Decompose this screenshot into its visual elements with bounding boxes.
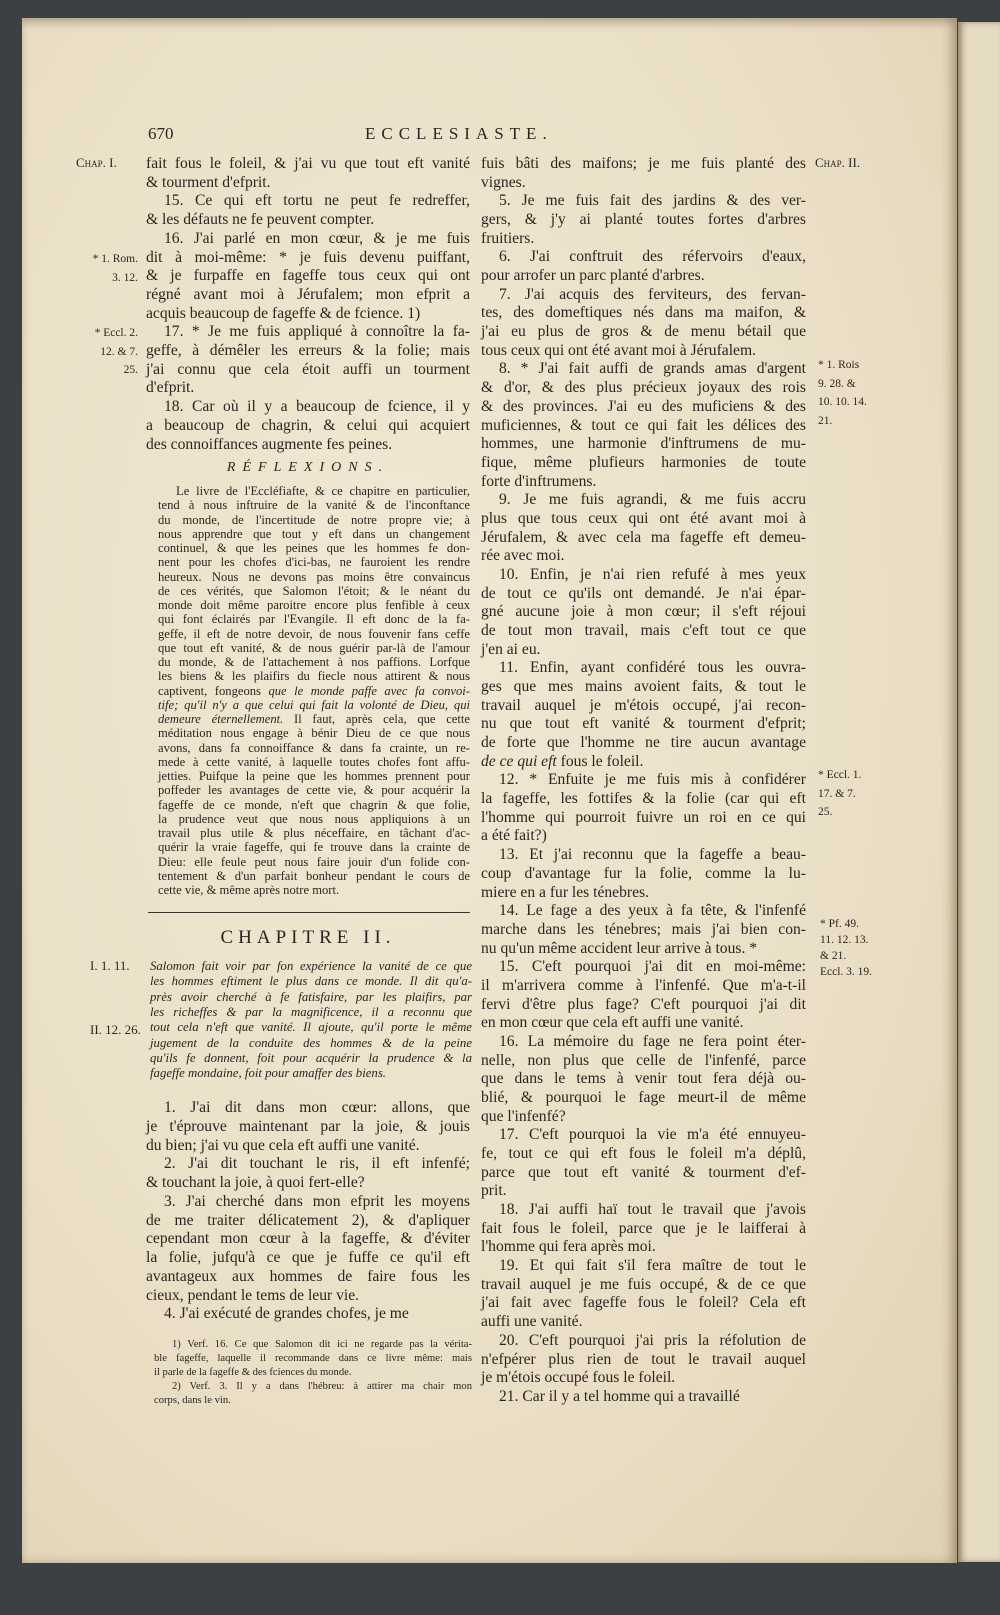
text-line: 15. C'eft pourquoi j'ai dit en moi-même:: [499, 958, 806, 976]
text-line: 9. Je me fuis agrandi, & me fuis accru: [499, 491, 806, 509]
text-line: de me traiter délicatement 2), & d'apliquer: [146, 1211, 470, 1229]
text-line: 17. C'eft pourquoi la vie m'a été ennuyeu-: [499, 1126, 806, 1144]
text-line: la folie, jufqu'à ce que je fuffe ce qu'il eft: [146, 1249, 470, 1266]
text-line: rée avec moi.: [481, 547, 565, 565]
text-line: miere en a fur les ténebres.: [481, 883, 649, 901]
text-line: tout cela n'eft que vanité. Il ajoute, qu'il porte le même: [150, 1020, 472, 1035]
text-line: de tout mon travail, mais c'eft tout ce que: [481, 622, 806, 639]
margin-note-line: 9. 28. &: [818, 377, 856, 390]
text-segment: captivent, fongeons: [158, 683, 269, 698]
text-line: 8. * J'ai fait auffi de grands amas d'argent: [499, 360, 806, 378]
text-line: fe, tout ce qui eft fous le foleil m'a déplû,: [481, 1145, 806, 1163]
text-line: que l'infenfé?: [481, 1107, 566, 1125]
margin-note-line: * Eccl. 2.: [94, 327, 138, 339]
text-line: parce que tout eft vanité & tourment d'ef-: [481, 1163, 806, 1181]
text-line: cependant mon cœur à la fageffe, & d'éviter: [146, 1230, 470, 1248]
text-line: du monde, de l'incertitude de notre propre vie; à: [158, 512, 470, 527]
text-line: monde doit même paroitre encore plus fenfible à ceux: [158, 598, 470, 612]
margin-ref-eccl-right: [818, 766, 861, 822]
text-line: travail plus utile & plus néceffaire, en tâchant d'ac-: [158, 826, 470, 840]
text-line: 3. J'ai cherché dans mon efprit les moyens: [164, 1192, 470, 1210]
margin-chapter-label: [76, 154, 117, 174]
running-title: ECCLESIASTE.: [365, 124, 553, 143]
text-line: gers, & j'y ai planté toutes fortes d'arbres: [481, 211, 806, 229]
text-line: méditation nous engage à bénir Dieu de ce que nous: [158, 726, 470, 741]
chapter-label: Chap. II.: [815, 155, 861, 170]
text-line: cieux, pendant le tems de leur vie.: [146, 1286, 360, 1304]
text-line: muficiennes, & tout ce qui fait les délices des: [481, 416, 806, 434]
text-line: forte d'inftrumens.: [481, 472, 597, 490]
text-line: cette vie, & même après notre mort.: [158, 883, 340, 897]
text-line: & je furpaffe en fageffe tous ceux qui ont: [146, 267, 470, 285]
text-line: 21. Car il y a tel homme qui a travaillé: [499, 1387, 740, 1405]
text-line: Dieu: elle feule peut nous faire jouir d'un folide con-: [158, 854, 470, 869]
text-line: n'efpérer plus rien de tout le travail auquel: [481, 1350, 806, 1368]
text-line: d'efprit.: [146, 379, 195, 397]
margin-ref-ps: [820, 916, 872, 980]
text-line: avantageux aux hommes de faire fous les: [146, 1267, 470, 1285]
text-line: que dans le tems à venir tout fera déjà ou-: [481, 1070, 806, 1088]
text-line: 6. J'ai conftruit des réfervoirs d'eaux,: [499, 248, 806, 266]
summary-ref-2: II. 12. 26.: [90, 1022, 141, 1037]
text-line: de tout ce qu'ils ont demandé. Je n'ai épar-: [481, 584, 806, 602]
text-line: [158, 684, 470, 699]
text-line: j'en ai eu.: [481, 640, 541, 658]
text-line: 18. J'ai auffi haï tout le travail que j'avois: [499, 1201, 806, 1219]
text-line: [158, 698, 470, 713]
text-line: dit à moi-même: * je fuis devenu puiffant,: [146, 248, 470, 266]
text-line: & d'or, & des plus précieux joyaux des rois: [481, 379, 806, 397]
margin-note-line: 3. 12.: [112, 271, 138, 284]
text-line: fique, même plufieurs harmonies de toute: [481, 453, 806, 471]
margin-note-line: * Pf. 49.: [820, 918, 859, 930]
text-line: qu'ils fe donnent, foit pour acquérir la prudence & la: [150, 1050, 472, 1065]
text-line: marche dans les ténebres; mais j'ai bien con-: [481, 920, 806, 938]
text-line: Le livre de l'Eccléfiafte, & ce chapitre en particulier,: [176, 484, 470, 498]
margin-note-line: 10. 10. 14.: [818, 396, 867, 409]
text-line: quérir la vraie fageffe, qui fe trouve dans la crainte de: [158, 840, 470, 855]
text-line: tentement & d'un parfait bonheur pendant le cours de: [158, 868, 470, 883]
text-line: qui font éclairés par l'Evangile. Il eft donc de la fa-: [158, 612, 470, 627]
text-line: geffe, il eft de notre devoir, de nous fouvenir fans ceffe: [158, 626, 470, 641]
text-line: je t'éprouve maintenant par la joie, & jouis: [146, 1117, 470, 1135]
text-line: de ces vérités, que Salomon l'étoit; & le néant du: [158, 583, 470, 598]
text-line: & tourment d'efprit.: [146, 173, 271, 191]
text-segment: que le monde paffe avec fa convoi-: [268, 683, 471, 698]
text-line: jetties. Puifque la peine que les hommes prennent pour: [158, 769, 470, 783]
text-line: fervi d'être plus fage? C'eft pourquoi j'ai dit: [481, 995, 806, 1013]
text-line: 16. J'ai parlé en mon cœur, & je me fuis: [164, 229, 470, 247]
chapter-title: CHAPITRE II.: [220, 927, 396, 948]
text-line: nelle, non plus que celle de l'infenfé, parce: [481, 1051, 806, 1069]
text-line: prit.: [481, 1182, 507, 1200]
text-line: j'ai connu que cela étoit auffi un tourment: [146, 360, 470, 378]
text-line: nent pour les chofes d'ici-bas, ne fauroient les rendre: [158, 555, 470, 570]
text-line: hommes, une harmonie d'inftrumens de mu-: [481, 435, 806, 453]
text-segment: tife; qu'il n'y a que celui qui fait la volonté de Dieu, qui: [158, 697, 470, 712]
text-line: 1) Verf. 16. Ce que Salomon dit ici ne regarde pas la vérita-: [172, 1339, 472, 1350]
text-line: du monde, & de l'attachement à nos paffions. Lorfque: [158, 655, 470, 669]
text-line: nu que tout eft vanité & tourment d'efprit;: [481, 715, 806, 733]
text-line: 10. Enfin, je n'ai rien refufé à mes yeux: [499, 565, 806, 583]
margin-note-line: 25.: [818, 806, 833, 819]
margin-note-line: Eccl. 3. 19.: [820, 966, 873, 978]
text-line: avons, dans fa connoiffance & dans fa crainte, un re-: [158, 740, 470, 755]
text-segment: demeure éternellement.: [158, 712, 284, 726]
text-line: Jérufalem, & avec cela ma fageffe eft demeu-: [481, 528, 806, 546]
text-line: & touchant la joie, à quoi fert-elle?: [146, 1174, 365, 1191]
text-line: gné aucune joie à mon cœur; il s'eft réjoui: [481, 603, 806, 621]
text-line: travail auquel je m'étois occupé, j'ai recon-: [481, 696, 806, 714]
text-line: poffeder les avantages de cette vie, & pour acquérir la: [158, 783, 470, 798]
text-line: près avoir cherché à fe fatisfaire, par les plaifirs, par: [150, 989, 472, 1004]
margin-note-line: 21.: [818, 415, 833, 428]
text-line: a beaucoup de chagrin, & celui qui acquiert: [146, 416, 470, 434]
text-line: des connoiffances augmente fes peines.: [146, 435, 393, 453]
text-line: blié, & pourquoi le fage meurt-il de même: [481, 1089, 806, 1106]
text-line: la fageffe, les fottifes & la folie (car qui eft: [481, 790, 806, 808]
text-line: je m'étois occupé fous le foleil.: [481, 1369, 676, 1387]
text-line: [481, 752, 806, 771]
text-line: & des provinces. J'ai eu des muficiens & des: [481, 397, 806, 415]
text-line: tous ceux qui ont été avant moi à Jérufalem.: [481, 341, 756, 359]
page-number: 670: [148, 124, 174, 143]
text-line: les richeffes & par la magnificence, il a reconnu que: [150, 1004, 472, 1019]
text-segment: de ce qui eft: [481, 752, 557, 770]
text-line: tend à nous inftruire de la vanité & de l'inconftance: [158, 498, 470, 513]
text-line: 2) Verf. 3. Il y a dans l'hébreu: à attirer ma chair mon: [172, 1381, 472, 1392]
text-line: mede à cette vanité, à laquelle toutes chofes font affu-: [158, 754, 470, 769]
text-line: [158, 712, 470, 727]
text-line: 1. J'ai dit dans mon cœur: allons, que: [164, 1099, 470, 1116]
text-line: continuel, & que les peines que les hommes fe don-: [158, 541, 470, 555]
chapter-label: Chap. I.: [76, 155, 117, 170]
text-line: 20. C'eft pourquoi j'ai pris la réfolution de: [499, 1331, 806, 1349]
text-line: l'homme qui pourroit fuivre un roi en ce qui: [481, 808, 806, 826]
margin-note-line: 12. & 7.: [100, 345, 138, 358]
text-segment: fous le foleil.: [556, 752, 644, 770]
text-line: 17. * Je me fuis appliqué à connoître la fa-: [164, 323, 470, 341]
margin-note-line: 11. 12. 13.: [820, 934, 869, 946]
text-line: fageffe mondaine, foit pour amaffer des biens.: [150, 1066, 387, 1081]
text-line: les biens & les plaifirs du fiecle nous attirent & nous: [158, 669, 470, 684]
text-line: fruitiers.: [481, 229, 535, 247]
text-line: acquis beaucoup de fageffe & de fcience. 1): [146, 304, 421, 322]
text-line: 12. * Enfuite je me fuis mis à confidérer: [499, 771, 806, 789]
text-line: tes, des domeftiques nés dans ma maifon, &: [481, 304, 806, 322]
text-line: 7. J'ai acquis des ferviteurs, des fervan-: [499, 285, 806, 303]
text-line: auffi une vanité.: [481, 1313, 583, 1331]
text-line: plus que tous ceux qui ont été avant moi à: [481, 509, 806, 527]
text-line: jugement de la conduite des hommes & de la peine: [150, 1035, 472, 1050]
margin-note-line: * 1. Rom.: [92, 253, 138, 265]
margin-note-line: 17. & 7.: [818, 787, 856, 800]
text-line: nu qu'un même accident leur arrive à tous. *: [481, 939, 758, 957]
summary-ref-1: I. 1. 11.: [90, 958, 130, 973]
text-line: 11. Enfin, ayant confidéré tous les ouvra-: [499, 659, 806, 677]
text-line: coup d'avantage fur la folie, comme la lu-: [481, 864, 806, 882]
text-line: de forte que l'homme ne tire aucun avantage: [481, 734, 806, 752]
text-line: du bien; j'ai vu que cela eft auffi une vanité.: [146, 1136, 420, 1154]
text-line: & les défauts ne fe peuvent compter.: [146, 211, 375, 229]
text-line: 2. J'ai dit touchant le ris, il eft infenfé;: [164, 1155, 470, 1173]
text-line: fait fous le foleil, & j'ai vu que tout eft vanité: [146, 155, 470, 172]
text-line: l'homme qui fera après moi.: [481, 1238, 656, 1256]
margin-chapter-label-right: [815, 154, 860, 174]
divider-rule: [148, 912, 470, 913]
text-line: nous apprendre que tout y eft dans un changement: [158, 526, 470, 541]
text-line: la prudence veut que nous nous appliquions à un: [158, 811, 470, 826]
text-line: heureux. Nous ne devons pas moins être convaincus: [158, 569, 470, 584]
text-line: fait fous le foleil, parce que je le laifferai à: [481, 1219, 806, 1237]
text-line: corps, dans le vin.: [154, 1395, 231, 1406]
text-segment: Il faut, après cela, que cette: [283, 712, 470, 726]
text-line: a été fait?): [481, 827, 547, 845]
text-line: 5. Je me fuis fait des jardins & des ver-: [499, 192, 806, 210]
text-line: il m'arrivera comme à l'infenfé. Que m'a-t-il: [481, 976, 806, 994]
text-line: vignes.: [481, 173, 526, 191]
next-page-edge: [958, 22, 1000, 1562]
text-line: fageffe de ce monde, n'eft que chagrin & que folie,: [158, 797, 470, 812]
text-line: travail auquel je me fuis occupé, & de ce que: [481, 1275, 806, 1293]
text-line: 4. J'ai exécuté de grandes chofes, je me: [164, 1305, 409, 1323]
margin-note-line: & 21.: [820, 950, 847, 962]
margin-ref-eccl: [76, 324, 138, 380]
text-line: ble fageffe, laquelle il recommande dans ce livre même: mais: [154, 1353, 472, 1364]
text-line: pour arrofer un parc planté d'arbres.: [481, 267, 705, 285]
text-line: 16. La mémoire du fage ne fera point éter-: [499, 1032, 806, 1050]
text-line: il parle de la fageffe & des fciences du monde.: [154, 1367, 352, 1378]
margin-ref-rois: [818, 356, 867, 431]
margin-note-line: * 1. Rois: [818, 359, 860, 371]
text-line: Salomon fait voir par fon expérience la vanité de ce que: [150, 959, 472, 973]
text-line: fuis bâti des maifons; je me fuis planté des: [481, 155, 806, 172]
text-line: 14. Le fage a des yeux à fa tête, & l'infenfé: [499, 902, 806, 920]
reflexions-heading: RÉFLEXIONS.: [226, 460, 390, 475]
margin-ref-rom: [76, 250, 138, 287]
text-line: ges que mes mains avoient faits, & tout le: [481, 678, 806, 696]
margin-note-line: * Eccl. 1.: [818, 769, 862, 781]
text-line: geffe, à démêler les erreurs & la folie; mais: [146, 342, 470, 359]
text-line: 15. Ce qui eft tortu ne peut fe redreffer,: [164, 192, 470, 210]
margin-note-line: 25.: [123, 364, 138, 377]
text-line: en mon cœur que cela eft auffi une vanité.: [481, 1014, 744, 1032]
text-line: que tout eft vanité, & de nous guérir par-là de l'amour: [158, 640, 470, 655]
text-line: régné avant moi à Jérufalem; mon efprit a: [146, 285, 470, 303]
text-line: j'ai fait avec fageffe fous le foleil? Cela eft: [481, 1294, 806, 1312]
text-line: 18. Car où il y a beaucoup de fcience, il y: [164, 398, 470, 416]
text-line: les hommes eftiment le plus dans ce monde. Il dit qu'a-: [150, 974, 472, 989]
text-line: j'ai eu plus de gros & de menu bétail que: [481, 323, 806, 341]
text-line: 19. Et qui fait s'il fera maître de tout le: [499, 1257, 806, 1275]
text-line: 13. Et j'ai reconnu que la fageffe a beau-: [499, 846, 806, 864]
